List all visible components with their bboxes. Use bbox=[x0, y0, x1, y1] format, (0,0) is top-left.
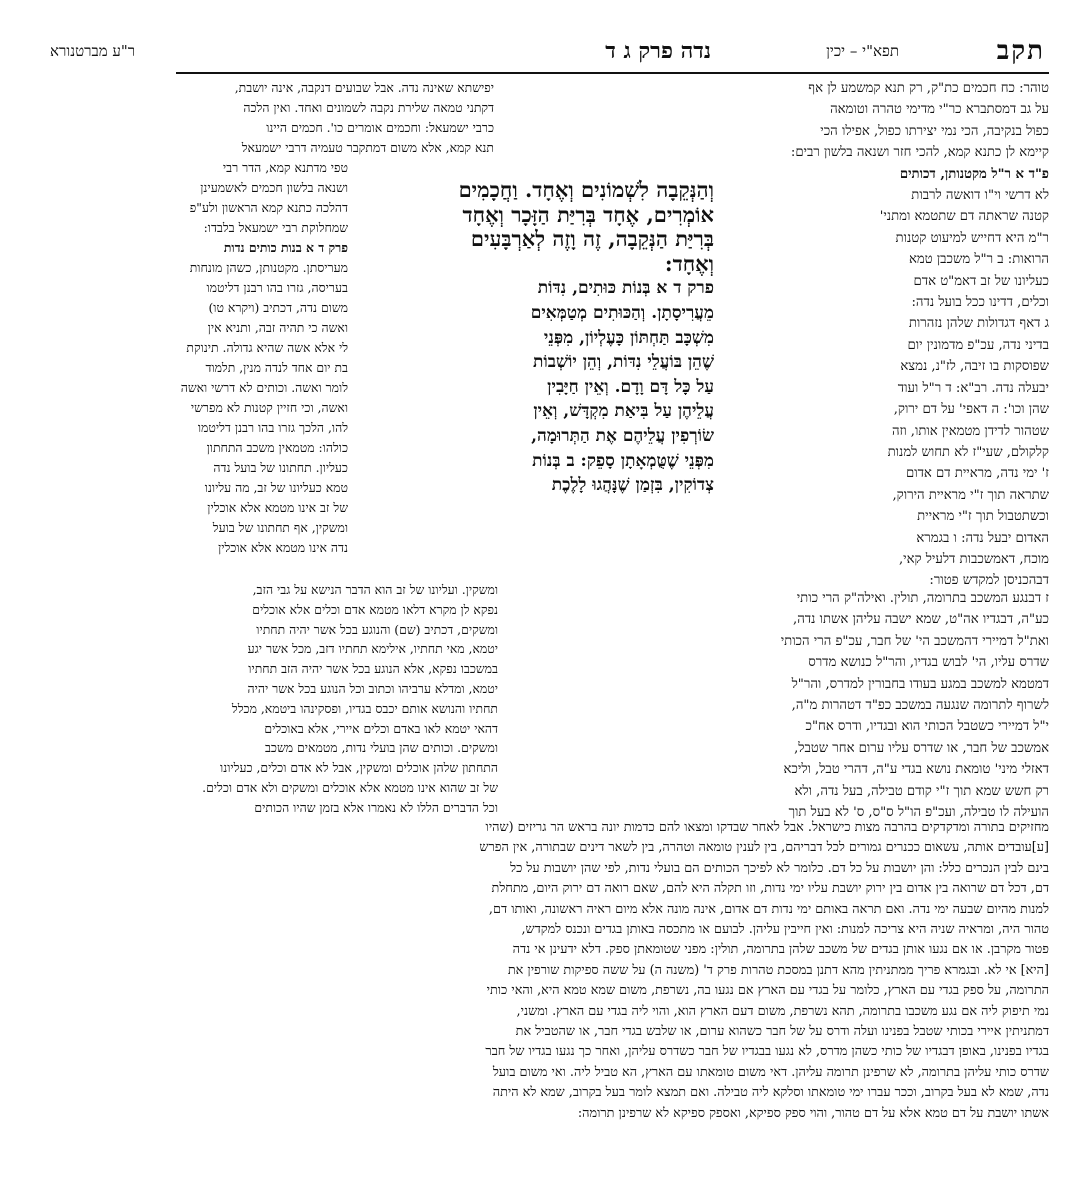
header-rule bbox=[176, 72, 1049, 74]
page-header bbox=[50, 36, 1049, 66]
text-line: [ע]עובדים אותה, עשאום ככנרים גמורים לכל דבריהם, בין לענין טומאה וטהרה, בין לשאר דינים שבתורה, אין הפרש bbox=[479, 840, 1049, 856]
text-line: נמי תיפוק ליה אם נגע משכבו בתרומה, תהא נשרפת, משום דעם הארץ הוא, והוי ליה בגדי עם הארץ. ומשני, bbox=[516, 1003, 1049, 1019]
tractate-title: נדה פרק ג ד bbox=[605, 38, 711, 64]
text-line: לא דרשי וי"ו דואשה לרבות bbox=[911, 188, 1049, 204]
text-line: שתראה תוך ז"י מראיית הירוק, bbox=[892, 487, 1049, 503]
text-line: מחזיקים בתורה ומדקדקים בהרבה מצות כישראל. אבל לאחר שבדקו ומצאו להם כדמות יונה בראש הר גריזים (שהיו bbox=[485, 820, 1049, 835]
text-line: הרואות: ב ר"ל משכבן טמא bbox=[908, 252, 1049, 268]
text-line: טוהר: כח חכמים כת"ק, רק תנא קמשמע לן אף bbox=[808, 81, 1049, 96]
text-line: ואת"ל דמיירי דהמשכב הי' של חבר, עכ"פ הרי הכותי bbox=[780, 633, 1049, 649]
text-line: יבעלה נדה. רב"א: ד ר"ל ועוד bbox=[897, 380, 1049, 396]
text-line: ומשקין. ועליונו של זב הוא הדבר הנישא על גבי הזב, bbox=[252, 582, 498, 597]
mishnah-line: מֵעֲרִיסָתָן. וְהַכּוּתִים מְטַמְּאִים bbox=[530, 302, 714, 323]
text-line: לי אלא אשה שהיא גדולה. תינוקת bbox=[186, 340, 348, 355]
text-line: טהור היה, ומראיה שניה היא צריכה למנות: ואין חייבין עליהן. לבועם או מתכסה באותן בגדים ונכנס למקדש, bbox=[521, 922, 1049, 938]
text-line: אשתו יושבת על דם טמא אלא על דם טהור, והוי ספק ספיקא, ואספק ספיקא לא שרפינן תרומה: bbox=[577, 1105, 1049, 1121]
text-line: כולהו: מטמאין משכב התחתון bbox=[206, 440, 348, 455]
mishnah-text bbox=[424, 178, 714, 498]
text-line: קלקולם, שעי"ז לא תחוש למנות bbox=[887, 444, 1049, 460]
text-line: יטמא, ומדלא ערביהו וכתוב וכל הנוגע בכל אשר יהיה bbox=[247, 680, 498, 696]
text-line: י"ל דמיירי כשטבל הכותי הוא ובגדיו, ודרס אח"כ bbox=[805, 719, 1049, 735]
text-line: ז' ימי נדה, מראיית דם אדום bbox=[905, 466, 1049, 482]
text-line: טמא כעליונו של זב, מה עליונו bbox=[204, 480, 348, 495]
text-line: וכל הדברים הללו לא נאמרו אלא בזמן שהיו הכותים bbox=[254, 799, 498, 815]
text-line: הועילה לו טבילה, ועכ"פ הו"ל ס"ס, ס' לא בעל תוך bbox=[788, 805, 1049, 821]
text-line: ואשה כי תהיה זבה, ותניא אין bbox=[207, 320, 348, 335]
text-line: נדה אינו מטמא אלא אוכלין bbox=[218, 540, 348, 555]
text-line: ג דאף דגדולות שלהן נזהרות bbox=[908, 316, 1049, 332]
text-line: בדיני נדה, עכ"פ מדמונין יום bbox=[907, 337, 1049, 353]
text-line: רק חשש שמא תוך ז"י קודם טבילה, בעל נדה, ולא bbox=[794, 783, 1049, 799]
text-line: יפישתא שאינה נדה. אבל שבועים דנקבה, אינה יושבת, bbox=[234, 80, 494, 95]
text-line: שטהור לדידן מטמאין אותו, וזה bbox=[891, 423, 1049, 439]
text-line: ר"מ היא דחייש למיעוט קטנות bbox=[895, 230, 1049, 246]
text-line: נדה, שמא לא בעל בקרוב, וככר עברו ימי טומאתו וסלקא ליה טבילה. ואם תמצא לומר בעל בקרוב, שמא לא היתה bbox=[492, 1085, 1049, 1101]
mishnah-line: וְהַנְּקֵבָה לִשְׁמוֹנִים וְאֶחָד. וַחֲכָמִים bbox=[458, 177, 714, 202]
text-line: האדום יבעל נדה: ו בגמרא bbox=[916, 530, 1049, 546]
text-line: כע"ה, דבגדיו אה"ט, שמא ישבה עליהן אשתו נדה, bbox=[793, 612, 1049, 628]
text-line: דקתני טמאה שלירת נקבה לשמונים ואחד. ואין הלכה bbox=[243, 100, 494, 115]
right-commentary-lower bbox=[669, 588, 1049, 823]
text-line: דאזלי מיני' טומאת נושא בגדי ע"ה, דהרי טבל, וליכא bbox=[783, 762, 1049, 778]
mishnah-line: מִשְׁכָּב תַּחְתּוֹן כָּעֶלְיוֹן, מִפְּנֵי bbox=[543, 327, 714, 348]
text-line: לומר ואשה. וכותים לא דרשי ואשה bbox=[180, 380, 348, 395]
text-line: פטור מקרבן. או אם נגעו אותן בגדים של משכב שלהן בתרומה, תולין: מפני שטומאתן ספק. דלא ידעינן אי נדה bbox=[512, 942, 1049, 958]
mishnah-line: אוֹמְרִים, אֶחָד בְּרִיַּת הַזָּכָר וְאֶחָד bbox=[462, 201, 714, 227]
text-line: בגדיו בפנינו, באופן דבגדיו של כותי כשהן מדרס, לא נגעו בבגדיו של חבר כשדרס עליהן, ואחר כך נגעו בגדיו של חבר bbox=[485, 1044, 1049, 1060]
text-line: שדרס כותי עליהן בתרומה, לא שרפינן תרומה עליהן. דאי משום טומאתו עם הארץ, הא טביל ליה. ואי משום בועל bbox=[492, 1064, 1049, 1080]
text-line: יטמא, מאי תחתיו, אילימא תחתיו דזב, מכל אשר יגע bbox=[247, 641, 498, 657]
bartenura-commentary bbox=[178, 818, 1049, 1124]
text-line: וכשתטבול תוך ז"י מראיית bbox=[917, 509, 1049, 525]
text-line: להו, הלכך גזרו בהו רבנן דליטמו bbox=[197, 420, 348, 435]
text-line: מעריסתן. מקטנותן, כשהן מונחות bbox=[189, 260, 348, 275]
text-line: דהלכה כתנא קמא הראשון ולע"פ bbox=[189, 200, 348, 215]
text-line: פרק ד א בנות כותים נדות bbox=[223, 240, 348, 255]
text-line: דהאי יטמא לאו באדם וכלים איירי, אלא באוכלים bbox=[264, 720, 498, 736]
mishnah-line: שֶׁהֵן בּוֹעֲלֵי נִדּוֹת, וְהֵן יוֹשְׁבוֹת bbox=[533, 352, 714, 373]
mishnah-line: מִפְּנֵי שֶׁטֻּמְאָתָן סָפֵק: ב בְּנוֹת bbox=[532, 450, 714, 471]
text-line: נפקא לן מקרא דלאו מטמא אדם וכלים אלא אוכלים bbox=[252, 601, 498, 617]
text-line: במשכבו נפקא, אלא הנוגע בכל אשר יהיה הזב תחתיו bbox=[248, 661, 498, 677]
mishnah-line: שׂוֹרְפִין עֲלֵיהֶם אֶת הַתְּרוּמָה, bbox=[531, 425, 714, 446]
text-line: בעריסה, גזרו בהו רבנן דליטמו bbox=[206, 280, 348, 295]
text-line: של זב אינו מטמא אלא אוכלין bbox=[207, 500, 348, 515]
text-line: כרבי ישמעאל: וחכמים אומרים כו'. חכמים היינו bbox=[266, 120, 494, 135]
text-line: משום נדה, דכתיב (ויקרא טו) bbox=[208, 300, 348, 315]
text-line: למנות מהיום שבעה ימי נדה. ואם תראה באותם ימי נדות דם אדום, אינה מונה אלא מיום ראיה ראשונה, ואותו דם, bbox=[488, 901, 1049, 917]
text-line: כעליונו של זב דאמ"ט אדם bbox=[913, 273, 1049, 289]
mishnah-line: עַל כָּל דָּם וָדָם. וְאֵין חַיָּבִין bbox=[547, 376, 714, 397]
text-line: על גב דמסתברא כר"י מדימי טהרה וטומאה bbox=[830, 102, 1049, 118]
commentary-label-tiferet: תפא"י – יכין bbox=[826, 42, 899, 60]
text-line: אמשכב של חבר, או שדרס עליו ערום אחר שטבל, bbox=[794, 740, 1049, 756]
page-number: תקב bbox=[996, 36, 1045, 66]
text-line: וכלים, דדינו ככל בועל נדה: bbox=[911, 295, 1049, 311]
text-line: התרומה, על ספק בגדי עם הארץ, כלומר על בגדי עם הארץ אם נגעו בה, נשרפת, משום שמא טמא היא, והאי כותי bbox=[486, 983, 1049, 999]
text-line: ושנאה בלשון חכמים לאשמעינן bbox=[200, 180, 348, 195]
text-line: דבהכניסן למקדש פטור: bbox=[929, 573, 1049, 589]
text-line: קטנה שראתה דם שתטמא ומתני' bbox=[879, 209, 1049, 225]
text-line: ומשקין, אף תחתונו של בועל bbox=[212, 520, 348, 535]
text-line: התחתון שלהן אוכלים ומשקין, אבל לא אדם וכלים, כעליונו bbox=[220, 760, 498, 776]
text-line: כעליון. תחתונו של בועל נדה bbox=[213, 460, 348, 475]
text-line: דם, דכל דם שרואה בין אדום בין ירוק יושבת עליו ימי נדות, וזו תקלה היא להם, שאם רואה דם ירוק היום, מתחלת bbox=[491, 881, 1049, 897]
text-line: טפי מדתנא קמא, הדר רבי bbox=[222, 160, 348, 175]
text-line: [היא] אי לא. ובגמרא פריך ממתניתין מהא דתנן במסכת טהרות פרק ד' (משנה ה) על ששה ספיקות שורפין את bbox=[507, 962, 1049, 978]
commentary-label-bartenura: ר"ע מברטנורא bbox=[50, 42, 136, 60]
text-line: פ"ד א ר"ל מקטנותן, דכותים bbox=[899, 166, 1049, 182]
text-line: שהן וכו': ה דאפי' על דם ירוק, bbox=[893, 402, 1049, 418]
text-line: ז דבנגע המשכב בתרומה, תולין. ואילה"ק הרי כותי bbox=[796, 591, 1049, 606]
mishnah-line: פרק ד א בְּנוֹת כּוּתִים, נִדּוֹת bbox=[537, 278, 714, 299]
mishnah-line: עֲלֵיהֶן עַל בִּיאַת מִקְדָּשׁ, וְאֵין bbox=[533, 401, 714, 422]
text-line: ומשקים. וכותים שהן בועלי נדות, מטמאים משכב bbox=[264, 740, 498, 756]
text-line: לשרוף לתרומה שנגעה במשכב כפ"ד דטהרות מ"ה, bbox=[791, 698, 1049, 714]
text-line: ואשה, וכי חזיין קטנות לא מפרשי bbox=[190, 400, 348, 415]
text-line: שפוסקות בו זיבה, לז"נ, נמצא bbox=[900, 359, 1049, 375]
text-line: ומשקים, דכתיב (שם) והנוגע בכל אשר יהיה תחתיו bbox=[256, 621, 498, 637]
right-commentary bbox=[725, 78, 1049, 592]
text-line: בת יום אחד לנדה מנין, תלמוד bbox=[205, 360, 348, 375]
mishnah-line: צְדוֹקִין, בִּזְמַן שֶׁנָּהֲגוּ לָלֶכֶת bbox=[551, 475, 714, 496]
mishnah-line: בְּרִיַּת הַנְּקֵבָה, זֶה וָזֶה לְאַרְבָּעִים bbox=[470, 226, 714, 252]
text-line: כפול בנקיבה, הכי נמי יצירתו כפול, אפילו הכי bbox=[820, 123, 1049, 139]
text-line: דמתניתין איירי בכותי שטבל בפנינו ועלה ודרס על של חבר כשהוא ערום, או שלבש בגדי חבר, או שהטביל את bbox=[515, 1024, 1049, 1040]
text-line: מוכח, דאמשכבות דלעיל קאי, bbox=[898, 551, 1049, 567]
text-line: קיימא לן כתנא קמא, להכי חזר ושנאה בלשון רבים: bbox=[790, 145, 1049, 161]
text-line: בינם לבין הנכרים כלל: והן יושבות על כל דם. כלומר לא לפיכך הכותים הם בועלי נדות, לפי שהן יושבות על כל bbox=[510, 860, 1049, 876]
left-commentary-lower bbox=[178, 580, 498, 818]
text-line: של זב שהוא אינו מטמא אלא אוכלים ומשקים ולא אדם וכלים. bbox=[202, 779, 498, 795]
text-line: תחתיו והנושא אותם יכבס בגדיו, ופסקינהו ביטמא, מכלל bbox=[231, 700, 498, 716]
text-line: תנא קמא, אלא משום דמתקבר טעמיה דרבי ישמעאל bbox=[241, 140, 494, 155]
text-line: שדרס עליו, הי' לבוש בגדיו, והר"ל כנושא מדרס bbox=[808, 655, 1049, 671]
text-line: דמטמא למשכב במגע בעודו בחבורין למדרס, והר"ל bbox=[791, 676, 1049, 692]
text-line: שמחלוקת רבי ישמעאל בלבדו: bbox=[203, 220, 348, 235]
mishnah-line: וְאֶחָד: bbox=[664, 250, 714, 276]
